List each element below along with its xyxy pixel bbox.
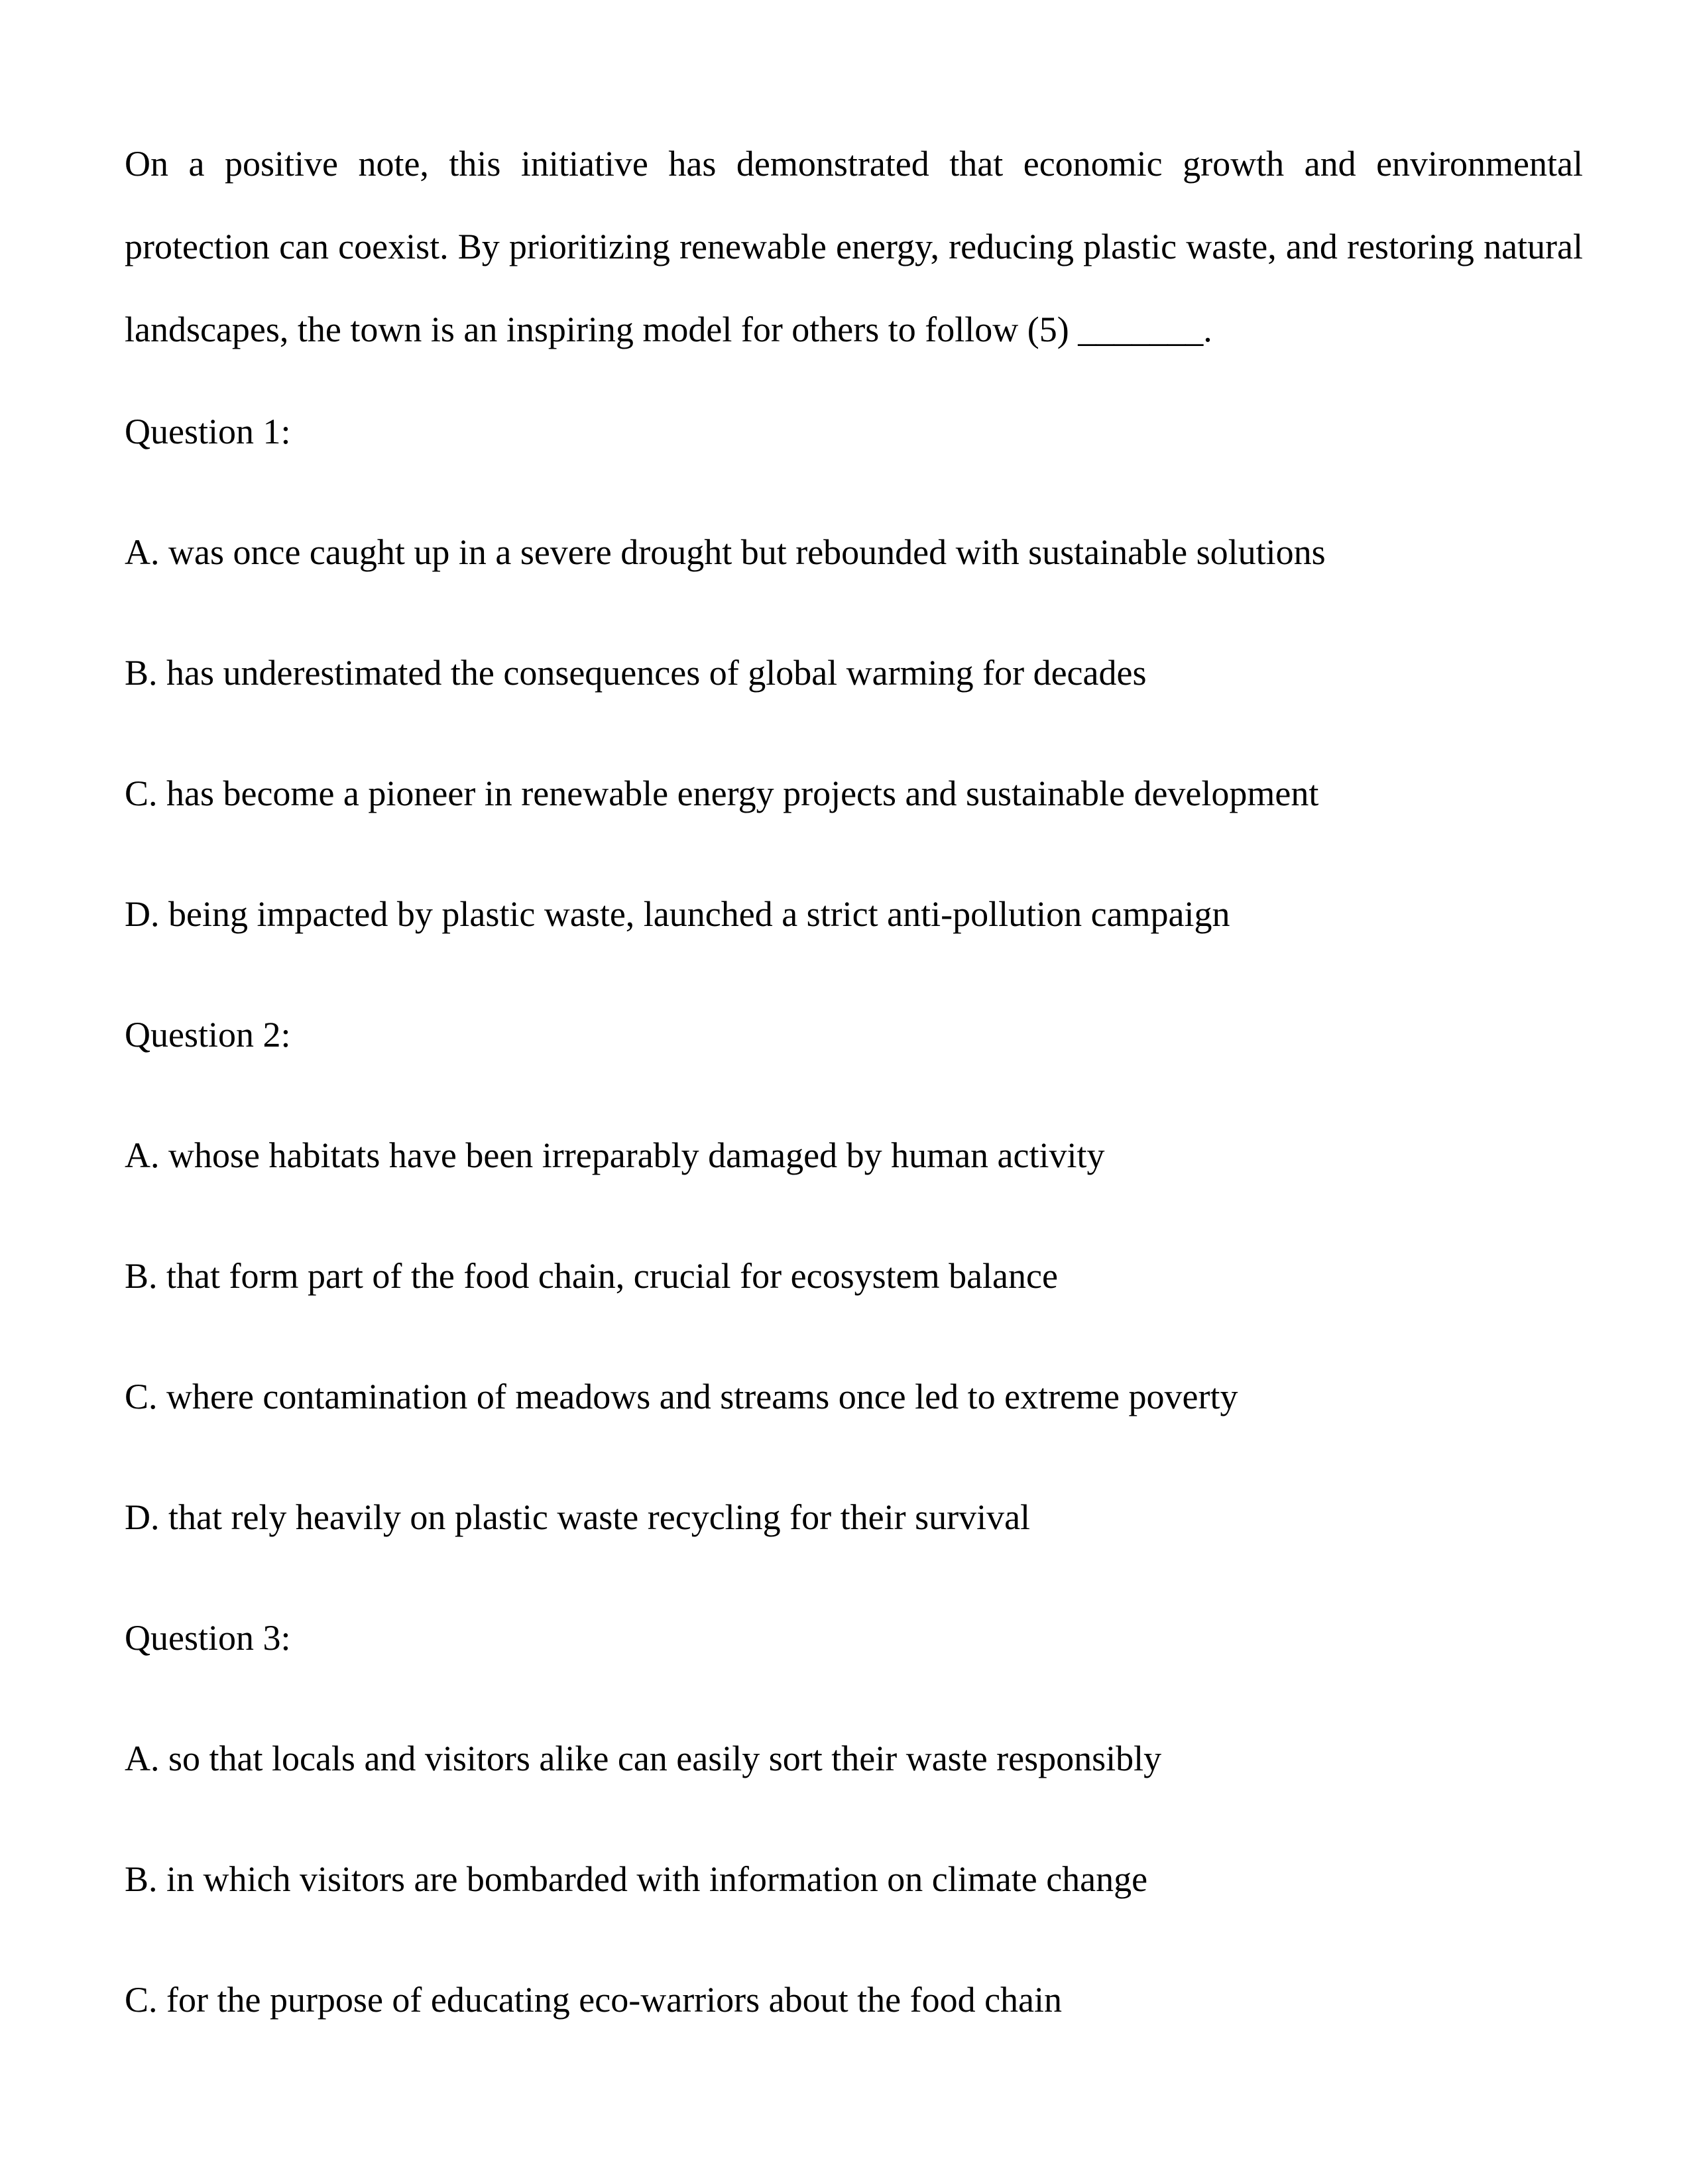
question-2-option-c: C. where contamination of meadows and streams once led to extreme poverty: [125, 1377, 1238, 1416]
question-1-option-b: B. has underestimated the consequences of global warming for decades: [125, 653, 1147, 693]
question-3-option-c: C. for the purpose of educating eco-warriors about the food chain: [125, 1980, 1063, 2020]
question-2-option-d: D. that rely heavily on plastic waste recycling for their survival: [125, 1497, 1031, 1537]
passage-paragraph: On a positive note, this initiative has demonstrated that economic growth and environmental protection can coexist. By prioritizing renewable energy, reducing plastic waste, and restoring natural landscapes, the town is an inspiring model for others to follow (5) _______.: [125, 144, 1583, 349]
question-1-option-d: D. being impacted by plastic waste, launched a strict anti-pollution campaign: [125, 894, 1230, 934]
question-1-option-a: A. was once caught up in a severe drought but rebounded with sustainable solutions: [125, 532, 1326, 572]
question-3-option-b: B. in which visitors are bombarded with information on climate change: [125, 1859, 1148, 1899]
question-3-option-a: A. so that locals and visitors alike can easily sort their waste responsibly: [125, 1739, 1162, 1778]
question-2-label: Question 2:: [125, 1015, 291, 1055]
question-2-option-a: A. whose habitats have been irreparably damaged by human activity: [125, 1135, 1105, 1175]
question-3-label: Question 3:: [125, 1618, 291, 1658]
question-1-label: Question 1:: [125, 412, 291, 451]
question-1-option-c: C. has become a pioneer in renewable energy projects and sustainable development: [125, 774, 1319, 813]
question-2-option-b: B. that form part of the food chain, crucial for ecosystem balance: [125, 1256, 1058, 1296]
